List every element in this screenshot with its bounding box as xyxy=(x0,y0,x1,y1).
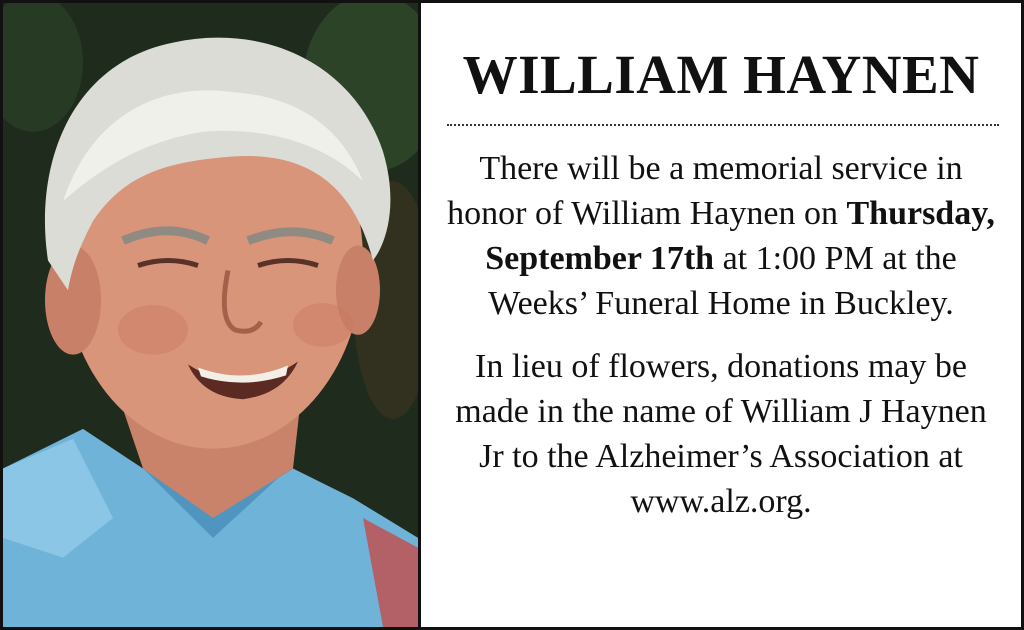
dotted-divider xyxy=(447,124,999,126)
donations-paragraph: In lieu of flowers, donations may be made in the name of William J Haynen Jr to the Alzheimer’s Association at www.alz.org. xyxy=(455,347,987,520)
portrait-photo xyxy=(3,3,418,627)
deceased-name-heading: WILLIAM HAYNEN xyxy=(462,44,980,105)
service-date-text: Thursday, September 17th xyxy=(485,194,995,277)
portrait-illustration xyxy=(3,3,418,627)
service-lead-text: There will be a memorial service in honor of William Haynen on xyxy=(447,149,963,232)
memorial-service-paragraph xyxy=(439,146,1003,326)
obituary-text-panel xyxy=(418,3,1021,627)
service-tail-text: at 1:00 PM at the Weeks’ Funeral Home in Buckley. xyxy=(488,239,957,322)
